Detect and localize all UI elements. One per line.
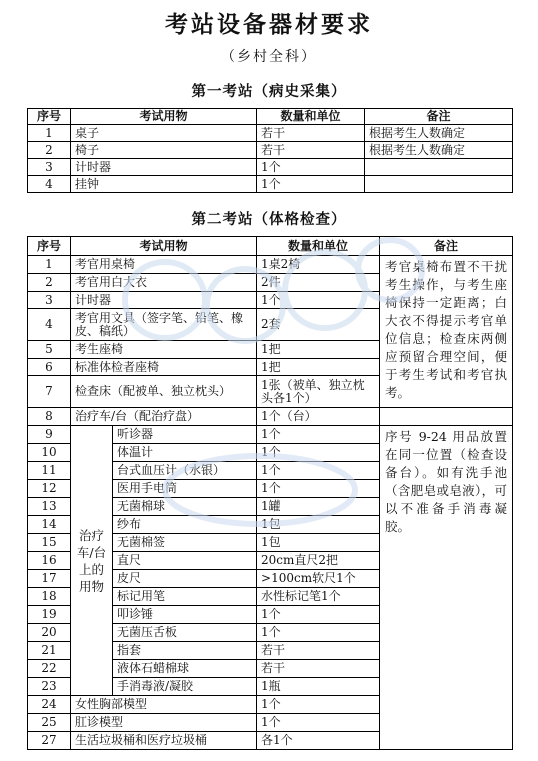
row-quantity: 1个 — [257, 606, 380, 624]
row-quantity: 1个 — [257, 159, 365, 176]
row-number: 19 — [28, 606, 71, 624]
row-number: 2 — [28, 142, 71, 159]
row-quantity: 1个 — [257, 480, 380, 498]
row-number: 18 — [28, 588, 71, 606]
header-no: 序号 — [28, 237, 71, 256]
row-note: 根据考生人数确定 — [365, 125, 513, 142]
header-item: 考试用物 — [71, 109, 257, 125]
row-item: 皮尺 — [113, 570, 257, 588]
row-item: 治疗车/台（配治疗盘） — [71, 408, 257, 426]
row-quantity: 20cm直尺2把 — [257, 552, 380, 570]
row-item: 医用手电筒 — [113, 480, 257, 498]
table-row — [28, 125, 513, 142]
row-quantity: 1瓶 — [257, 678, 380, 696]
row-item: 叩诊锤 — [113, 606, 257, 624]
row-quantity: 1个 — [257, 444, 380, 462]
row-item: 挂钟 — [71, 176, 257, 193]
row-item: 检查床（配被单、独立枕头） — [71, 376, 257, 408]
row-quantity: 水性标记笔1个 — [257, 588, 380, 606]
row-item: 女性胸部模型 — [71, 696, 257, 714]
header-no: 序号 — [28, 109, 71, 125]
row-item: 考生座椅 — [71, 341, 257, 359]
row-item: 体温计 — [113, 444, 257, 462]
station2-note-blank — [380, 408, 513, 426]
row-number: 21 — [28, 642, 71, 660]
station2-table — [27, 236, 513, 750]
header-note: 备注 — [365, 109, 513, 125]
row-number: 15 — [28, 534, 71, 552]
row-number: 2 — [28, 274, 71, 292]
table-row — [28, 256, 513, 274]
row-quantity: 1个（台） — [257, 408, 380, 426]
row-item: 生活垃圾桶和医疗垃圾桶 — [71, 732, 257, 750]
table-header-row — [28, 109, 513, 125]
row-item: 考官用桌椅 — [71, 256, 257, 274]
row-number: 11 — [28, 462, 71, 480]
row-quantity: 1个 — [257, 426, 380, 444]
row-item: 台式血压计（水银） — [113, 462, 257, 480]
row-quantity: >100cm软尺1个 — [257, 570, 380, 588]
row-number: 4 — [28, 176, 71, 193]
station1-heading: 第一考站（病史采集） — [191, 84, 347, 100]
row-note: 根据考生人数确定 — [365, 142, 513, 159]
row-number: 24 — [28, 696, 71, 714]
row-number: 13 — [28, 498, 71, 516]
row-quantity: 1把 — [257, 359, 380, 376]
row-number: 3 — [28, 292, 71, 309]
row-note — [365, 176, 513, 193]
row-quantity: 1个 — [257, 696, 380, 714]
row-quantity: 1个 — [257, 292, 380, 309]
row-number: 25 — [28, 714, 71, 732]
row-number: 7 — [28, 376, 71, 408]
row-number: 23 — [28, 678, 71, 696]
row-quantity: 1罐 — [257, 498, 380, 516]
station1-table — [27, 108, 513, 193]
row-item: 无菌压舌板 — [113, 624, 257, 642]
row-quantity: 1个 — [257, 624, 380, 642]
table-row — [28, 142, 513, 159]
row-item: 考官用文具（签字笔、铅笔、橡皮、稿纸） — [71, 309, 257, 341]
row-item: 手消毒液/凝胶 — [113, 678, 257, 696]
header-item: 考试用物 — [71, 237, 257, 256]
station2-note-examiner: 考官桌椅布置不干扰考生操作，与考生座椅保持一定距离；白大衣不得提示考官单位信息；检查床两侧应预留合理空间，便于考生考试和考官执考。 — [380, 256, 513, 408]
table-row — [28, 176, 513, 193]
row-item: 液体石蜡棉球 — [113, 660, 257, 678]
row-quantity: 1把 — [257, 341, 380, 359]
row-quantity: 若干 — [257, 142, 365, 159]
row-number: 8 — [28, 408, 71, 426]
header-qty: 数量和单位 — [257, 109, 365, 125]
row-item: 纱布 — [113, 516, 257, 534]
row-item: 桌子 — [71, 125, 257, 142]
row-number: 9 — [28, 426, 71, 444]
row-number: 6 — [28, 359, 71, 376]
row-number: 17 — [28, 570, 71, 588]
row-item: 无菌棉签 — [113, 534, 257, 552]
row-item: 计时器 — [71, 159, 257, 176]
row-quantity: 1个 — [257, 176, 365, 193]
group-label: 治疗车/台上的用物 — [71, 426, 113, 696]
row-number: 22 — [28, 660, 71, 678]
row-quantity: 各1个 — [257, 732, 380, 750]
page-subtitle: （乡村全科） — [221, 49, 317, 65]
row-quantity: 1个 — [257, 462, 380, 480]
header-qty: 数量和单位 — [257, 237, 380, 256]
row-quantity: 1包 — [257, 516, 380, 534]
table-row — [28, 426, 513, 444]
table-header-row — [28, 237, 513, 256]
row-number: 1 — [28, 256, 71, 274]
row-number: 27 — [28, 732, 71, 750]
row-quantity: 2件 — [257, 274, 380, 292]
row-quantity: 1包 — [257, 534, 380, 552]
row-quantity: 若干 — [257, 660, 380, 678]
row-number: 3 — [28, 159, 71, 176]
row-number: 5 — [28, 341, 71, 359]
row-item: 椅子 — [71, 142, 257, 159]
row-item: 考官用白大衣 — [71, 274, 257, 292]
table-row — [28, 408, 513, 426]
row-quantity: 1桌2椅 — [257, 256, 380, 274]
row-item: 标准体检者座椅 — [71, 359, 257, 376]
row-item: 无菌棉球 — [113, 498, 257, 516]
row-item: 肛诊模型 — [71, 714, 257, 732]
row-item: 标记用笔 — [113, 588, 257, 606]
station2-heading: 第二考站（体格检查） — [191, 212, 347, 228]
header-note: 备注 — [380, 237, 513, 256]
row-quantity: 1张（被单、独立枕头各1个） — [257, 376, 380, 408]
row-item: 计时器 — [71, 292, 257, 309]
row-item: 直尺 — [113, 552, 257, 570]
table-row — [28, 159, 513, 176]
row-quantity: 1个 — [257, 714, 380, 732]
row-number: 16 — [28, 552, 71, 570]
row-item: 指套 — [113, 642, 257, 660]
row-number: 1 — [28, 125, 71, 142]
page-title: 考站设备器材要求 — [165, 12, 373, 38]
station2-note-devices: 序号 9-24 用品放置在同一位置（检查设备台）。如有洗手池（含肥皂或皂液），可以不准备手消毒凝胶。 — [380, 426, 513, 750]
row-number: 12 — [28, 480, 71, 498]
row-item: 听诊器 — [113, 426, 257, 444]
row-number: 14 — [28, 516, 71, 534]
row-number: 4 — [28, 309, 71, 341]
row-quantity: 若干 — [257, 642, 380, 660]
row-quantity: 若干 — [257, 125, 365, 142]
row-number: 10 — [28, 444, 71, 462]
row-number: 20 — [28, 624, 71, 642]
row-note — [365, 159, 513, 176]
row-quantity: 2套 — [257, 309, 380, 341]
